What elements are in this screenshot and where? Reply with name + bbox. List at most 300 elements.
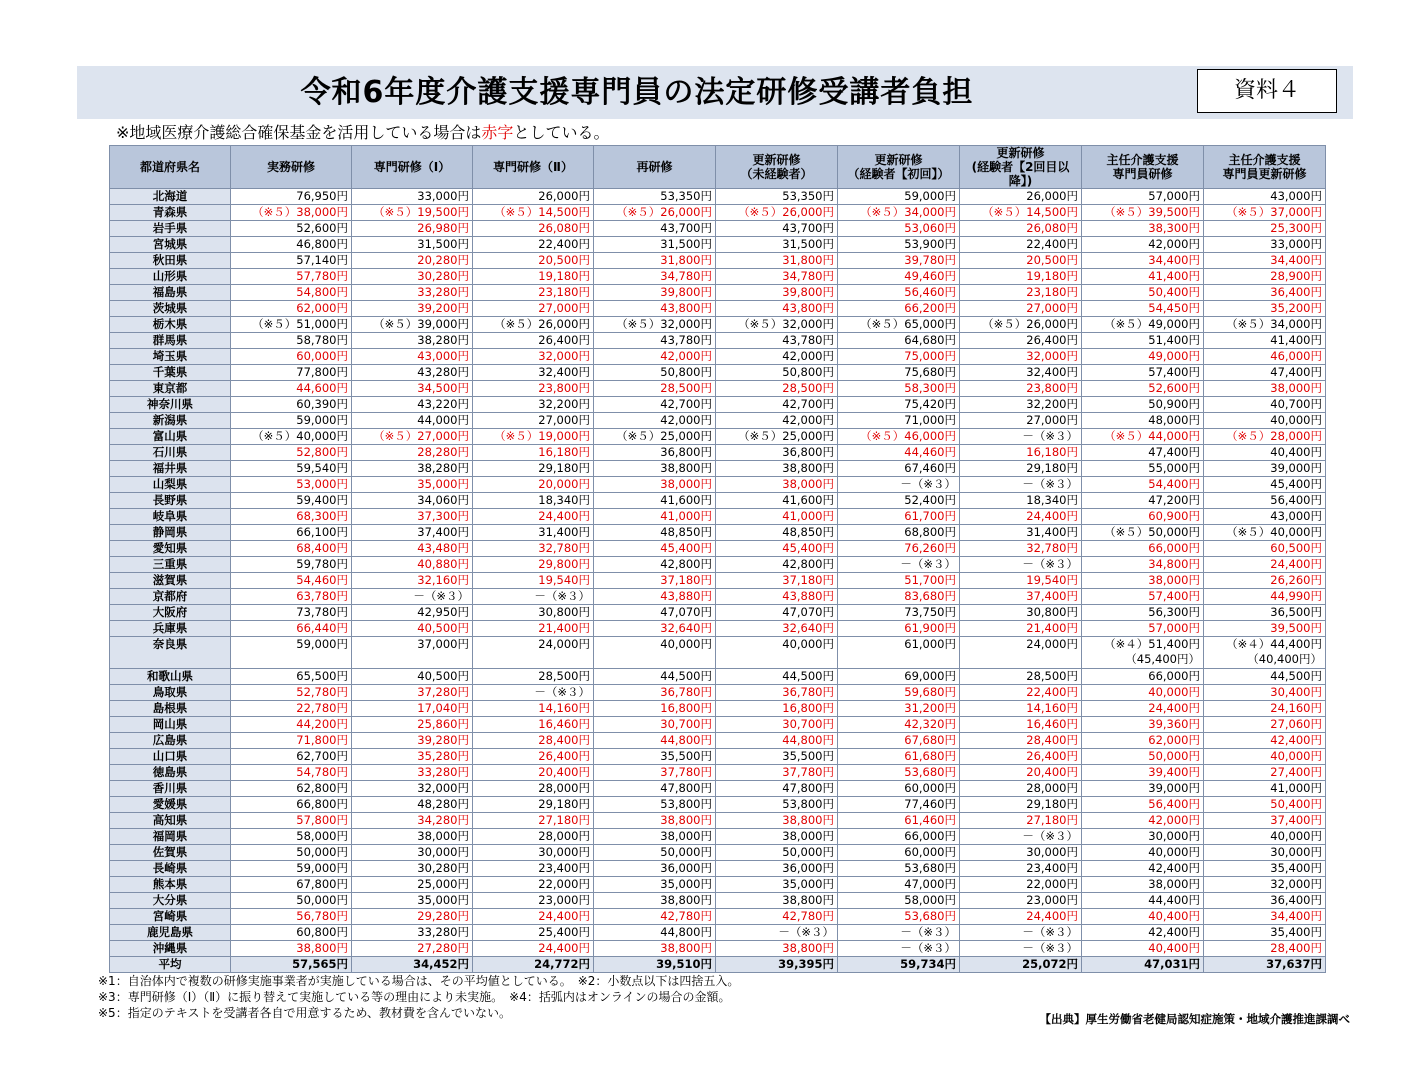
fee-cell: （※５）44,000円	[1082, 429, 1204, 445]
fee-cell: 56,400円	[1082, 797, 1204, 813]
average-cell: 24,772円	[473, 957, 594, 973]
fee-cell: 39,000円	[1204, 461, 1326, 477]
fee-cell: 31,500円	[352, 237, 473, 253]
fee-cell: 67,680円	[838, 733, 960, 749]
average-row	[110, 957, 1326, 973]
fee-cell: 58,780円	[231, 333, 352, 349]
fee-cell: 60,800円	[231, 925, 352, 941]
fee-cell: 28,000円	[473, 781, 594, 797]
fee-cell: 28,500円	[594, 381, 716, 397]
fee-cell: 25,000円	[352, 877, 473, 893]
training-fee-table	[109, 145, 1326, 973]
prefecture-name: 奈良県	[110, 637, 231, 669]
table-row	[110, 413, 1326, 429]
fee-cell: 40,000円	[1204, 829, 1326, 845]
fee-cell: 37,400円	[1204, 813, 1326, 829]
fee-cell: 41,000円	[716, 509, 838, 525]
fee-cell: 53,000円	[231, 477, 352, 493]
fee-cell: 68,300円	[231, 509, 352, 525]
table-row	[110, 509, 1326, 525]
fee-cell: 43,700円	[716, 221, 838, 237]
fee-cell: （※５）51,000円	[231, 317, 352, 333]
fee-cell: －（※３）	[352, 589, 473, 605]
fee-cell: 40,500円	[352, 621, 473, 637]
fee-cell: 41,400円	[1204, 333, 1326, 349]
fee-cell	[1082, 637, 1204, 669]
fee-cell: 24,400円	[1204, 557, 1326, 573]
fee-cell: 30,400円	[1204, 685, 1326, 701]
average-cell: 39,510円	[594, 957, 716, 973]
fee-cell: 24,160円	[1204, 701, 1326, 717]
fee-cell: －（※３）	[473, 589, 594, 605]
fee-cell: 57,800円	[231, 813, 352, 829]
fee-cell: 40,500円	[352, 669, 473, 685]
fee-cell: 51,400円	[1082, 333, 1204, 349]
fee-cell: （※５）26,000円	[594, 205, 716, 221]
column-header: 更新研修 （経験者【初回】）	[838, 146, 960, 189]
prefecture-name: 茨城県	[110, 301, 231, 317]
fee-cell: －（※３）	[960, 477, 1082, 493]
fee-cell: 66,800円	[231, 797, 352, 813]
fee-cell: 75,420円	[838, 397, 960, 413]
table-row	[110, 317, 1326, 333]
fee-cell: （※５）26,000円	[716, 205, 838, 221]
fee-cell: 53,800円	[716, 797, 838, 813]
fee-cell: 33,280円	[352, 285, 473, 301]
fee-cell: 40,000円	[1082, 845, 1204, 861]
fee-cell: 43,220円	[352, 397, 473, 413]
fee-cell: 27,180円	[960, 813, 1082, 829]
prefecture-name: 鳥取県	[110, 685, 231, 701]
fee-cell: 37,400円	[960, 589, 1082, 605]
fee-cell: 44,500円	[1204, 669, 1326, 685]
average-cell: 34,452円	[352, 957, 473, 973]
fee-cell: 20,500円	[960, 253, 1082, 269]
prefecture-name: 山形県	[110, 269, 231, 285]
fee-cell: 39,280円	[352, 733, 473, 749]
fee-cell: 47,070円	[594, 605, 716, 621]
document-number-badge: 資料４	[1197, 69, 1337, 113]
fee-cell: 39,800円	[594, 285, 716, 301]
fee-cell: 47,000円	[838, 877, 960, 893]
table-row	[110, 701, 1326, 717]
fee-cell: 75,680円	[838, 365, 960, 381]
fee-cell: 34,280円	[352, 813, 473, 829]
footnote-2: ※3：専門研修（Ⅰ）（Ⅱ）に振り替えて実施している等の理由により未実施。 ※4：括弧内はオンラインの場合の金額。	[98, 990, 731, 1004]
fee-cell: －（※３）	[838, 925, 960, 941]
table-row	[110, 685, 1326, 701]
prefecture-name: 長崎県	[110, 861, 231, 877]
fee-cell: 73,780円	[231, 605, 352, 621]
fee-cell: 48,280円	[352, 797, 473, 813]
fee-cell: 32,000円	[352, 781, 473, 797]
fee-cell: 32,000円	[1204, 877, 1326, 893]
fee-cell: 43,880円	[716, 589, 838, 605]
fee-cell: 27,400円	[1204, 765, 1326, 781]
fee-cell: 37,400円	[352, 525, 473, 541]
page-title: 令和6年度介護支援専門員の法定研修受講者負担	[300, 75, 974, 110]
fee-cell: －（※３）	[838, 557, 960, 573]
fee-cell: 38,000円	[352, 829, 473, 845]
fee-cell: 30,000円	[352, 845, 473, 861]
fee-cell: 38,800円	[594, 461, 716, 477]
fee-cell: 43,780円	[594, 333, 716, 349]
fee-cell: 59,000円	[231, 413, 352, 429]
fee-cell: 31,800円	[716, 253, 838, 269]
fee-cell: 21,400円	[960, 621, 1082, 637]
fee-cell: （※５）26,000円	[473, 317, 594, 333]
prefecture-name: 宮城県	[110, 237, 231, 253]
fee-cell: 34,400円	[1204, 253, 1326, 269]
prefecture-name: 栃木県	[110, 317, 231, 333]
table-row	[110, 717, 1326, 733]
fee-cell: 35,000円	[352, 893, 473, 909]
table-row	[110, 269, 1326, 285]
fee-cell: 40,000円	[1082, 685, 1204, 701]
table-row	[110, 397, 1326, 413]
prefecture-name: 京都府	[110, 589, 231, 605]
fee-cell: －（※３）	[960, 829, 1082, 845]
fee-cell: 76,260円	[838, 541, 960, 557]
table-row	[110, 637, 1326, 669]
fee-cell: 27,180円	[473, 813, 594, 829]
fee-cell: 77,800円	[231, 365, 352, 381]
fee-cell: 42,000円	[716, 413, 838, 429]
fee-cell: 43,800円	[594, 301, 716, 317]
fee-cell: 25,400円	[473, 925, 594, 941]
fee-cell: 37,300円	[352, 509, 473, 525]
fee-cell: 44,600円	[231, 381, 352, 397]
fee-cell: 62,700円	[231, 749, 352, 765]
fee-cell: 16,180円	[473, 445, 594, 461]
fee-cell: 54,780円	[231, 765, 352, 781]
prefecture-name: 大分県	[110, 893, 231, 909]
fee-cell: 32,640円	[594, 621, 716, 637]
table-row	[110, 461, 1326, 477]
fee-cell: 26,400円	[960, 749, 1082, 765]
fee-cell: 36,400円	[1204, 893, 1326, 909]
prefecture-name: 北海道	[110, 189, 231, 205]
table-row	[110, 781, 1326, 797]
table-row	[110, 381, 1326, 397]
table-row	[110, 909, 1326, 925]
fee-cell: 38,000円	[594, 477, 716, 493]
fee-cell: 45,400円	[716, 541, 838, 557]
fee-cell: 36,800円	[594, 445, 716, 461]
fee-cell: 38,800円	[231, 941, 352, 957]
fee-cell: （※５）32,000円	[716, 317, 838, 333]
fee-cell: 28,000円	[960, 781, 1082, 797]
fee-cell: 24,400円	[960, 909, 1082, 925]
prefecture-name: 静岡県	[110, 525, 231, 541]
fee-cell: 34,400円	[1204, 909, 1326, 925]
fee-cell: 39,780円	[838, 253, 960, 269]
prefecture-name: 鹿児島県	[110, 925, 231, 941]
fee-cell: （※５）46,000円	[838, 429, 960, 445]
fee-cell: 29,280円	[352, 909, 473, 925]
fee-cell: 52,600円	[1082, 381, 1204, 397]
fee-cell: 77,460円	[838, 797, 960, 813]
table-row	[110, 349, 1326, 365]
fee-cell: （※５）37,000円	[1204, 205, 1326, 221]
fee-cell: 32,200円	[960, 397, 1082, 413]
fee-cell: 32,160円	[352, 573, 473, 589]
fee-cell: 52,600円	[231, 221, 352, 237]
fee-cell: 60,390円	[231, 397, 352, 413]
fee-cell: 53,680円	[838, 909, 960, 925]
table-row	[110, 733, 1326, 749]
fee-cell: 14,160円	[473, 701, 594, 717]
column-header: 更新研修 （未経験者）	[716, 146, 838, 189]
fee-cell: 30,000円	[473, 845, 594, 861]
fee-cell: 30,800円	[960, 605, 1082, 621]
fee-cell: （※５）34,000円	[1204, 317, 1326, 333]
fee-cell: 56,400円	[1204, 493, 1326, 509]
average-cell: 25,072円	[960, 957, 1082, 973]
fee-cell: 51,700円	[838, 573, 960, 589]
table-row	[110, 365, 1326, 381]
fee-cell: 38,800円	[716, 461, 838, 477]
prefecture-name: 愛知県	[110, 541, 231, 557]
fee-cell: 24,400円	[1082, 701, 1204, 717]
fee-cell: 60,000円	[838, 781, 960, 797]
average-cell: 57,565円	[231, 957, 352, 973]
fee-cell: 46,800円	[231, 237, 352, 253]
table-row	[110, 253, 1326, 269]
fee-cell: 31,500円	[716, 237, 838, 253]
fee-cell: 35,000円	[352, 477, 473, 493]
fee-cell: 46,000円	[1204, 349, 1326, 365]
fee-cell: 40,400円	[1082, 909, 1204, 925]
fee-cell: 48,850円	[716, 525, 838, 541]
fee-cell: 50,900円	[1082, 397, 1204, 413]
fee-cell: 48,850円	[594, 525, 716, 541]
fee-cell: 39,360円	[1082, 717, 1204, 733]
fee-cell: （※５）39,500円	[1082, 205, 1204, 221]
fee-cell: 59,000円	[838, 189, 960, 205]
fee-cell: 54,400円	[1082, 477, 1204, 493]
fee-cell: 83,680円	[838, 589, 960, 605]
fee-cell: 43,280円	[352, 365, 473, 381]
fee-cell: 24,400円	[960, 509, 1082, 525]
fee-cell: 31,400円	[473, 525, 594, 541]
fee-cell: 32,000円	[960, 349, 1082, 365]
prefecture-name: 香川県	[110, 781, 231, 797]
prefecture-name: 熊本県	[110, 877, 231, 893]
fee-cell: 75,000円	[838, 349, 960, 365]
fee-cell: 40,880円	[352, 557, 473, 573]
table-row	[110, 749, 1326, 765]
column-header: 主任介護支援 専門員更新研修	[1204, 146, 1326, 189]
fee-cell: －（※３）	[960, 557, 1082, 573]
prefecture-name: 新潟県	[110, 413, 231, 429]
fee-cell: 34,780円	[594, 269, 716, 285]
fee-cell: 38,280円	[352, 333, 473, 349]
fee-cell: 28,900円	[1204, 269, 1326, 285]
fee-cell: 23,400円	[960, 861, 1082, 877]
fee-cell: 32,780円	[473, 541, 594, 557]
prefecture-name: 高知県	[110, 813, 231, 829]
fee-cell: 26,400円	[473, 749, 594, 765]
fee-cell: 66,000円	[1082, 669, 1204, 685]
fee-cell: 38,800円	[594, 893, 716, 909]
prefecture-name: 岡山県	[110, 717, 231, 733]
fee-cell: 38,000円	[1204, 381, 1326, 397]
footnote-1: ※1：自治体内で複数の研修実施事業者が実施している場合は、その平均値としている。 ※2：小数点以下は四捨五入。	[98, 974, 740, 988]
prefecture-name: 福岡県	[110, 829, 231, 845]
fee-cell: 38,800円	[716, 941, 838, 957]
fee-cell: 25,860円	[352, 717, 473, 733]
fee-cell: （※５）40,000円	[1204, 525, 1326, 541]
prefecture-name: 徳島県	[110, 765, 231, 781]
table-row	[110, 285, 1326, 301]
fee-cell: 50,000円	[231, 893, 352, 909]
fee-cell: 23,000円	[473, 893, 594, 909]
fee-cell: 26,000円	[960, 189, 1082, 205]
fee-cell: 32,400円	[473, 365, 594, 381]
fee-cell: 47,800円	[594, 781, 716, 797]
fee-cell: 57,400円	[1082, 365, 1204, 381]
fee-cell: 43,000円	[1204, 189, 1326, 205]
fee-cell: 28,500円	[960, 669, 1082, 685]
fee-cell: 32,400円	[960, 365, 1082, 381]
fee-cell: 38,800円	[716, 893, 838, 909]
fee-cell: （※５）14,500円	[473, 205, 594, 221]
fee-cell: 38,800円	[594, 941, 716, 957]
prefecture-name: 岩手県	[110, 221, 231, 237]
fee-cell: 42,000円	[594, 413, 716, 429]
fee-cell: 28,400円	[960, 733, 1082, 749]
fee-cell: 37,180円	[594, 573, 716, 589]
fee-cell: 29,180円	[960, 461, 1082, 477]
fee-cell: 50,800円	[594, 365, 716, 381]
fee-cell: 17,040円	[352, 701, 473, 717]
fee-cell: 36,000円	[594, 861, 716, 877]
fee-cell: 16,460円	[960, 717, 1082, 733]
fee-cell: 53,350円	[716, 189, 838, 205]
table-row	[110, 941, 1326, 957]
fee-cell: 43,780円	[716, 333, 838, 349]
fee-cell: 40,000円	[716, 637, 838, 669]
fee-cell: （※５）25,000円	[594, 429, 716, 445]
fee-cell: 23,180円	[960, 285, 1082, 301]
column-header: 実務研修	[231, 146, 352, 189]
fee-cell: 47,400円	[1082, 445, 1204, 461]
fee-cell: 41,000円	[1204, 781, 1326, 797]
fee-cell: 60,000円	[838, 845, 960, 861]
fee-cell: 45,400円	[1204, 477, 1326, 493]
fee-cell: 19,540円	[473, 573, 594, 589]
prefecture-name: 青森県	[110, 205, 231, 221]
fee-cell	[1204, 637, 1326, 669]
fee-cell: 39,400円	[1082, 765, 1204, 781]
table-row	[110, 573, 1326, 589]
fee-cell: －（※３）	[838, 941, 960, 957]
fee-cell: 22,000円	[960, 877, 1082, 893]
fee-cell: 41,600円	[716, 493, 838, 509]
fee-cell: 28,400円	[473, 733, 594, 749]
fee-cell: 55,000円	[1082, 461, 1204, 477]
fee-cell: 27,000円	[960, 301, 1082, 317]
fee-cell: 27,000円	[473, 413, 594, 429]
fee-cell: 71,800円	[231, 733, 352, 749]
fee-cell: 26,980円	[352, 221, 473, 237]
fee-cell: 27,000円	[960, 413, 1082, 429]
fee-cell: 59,400円	[231, 493, 352, 509]
fee-cell: 35,000円	[594, 877, 716, 893]
fee-cell: 39,000円	[1082, 781, 1204, 797]
fee-cell: 30,700円	[716, 717, 838, 733]
fee-cell: 66,000円	[838, 829, 960, 845]
fee-cell: 50,800円	[716, 365, 838, 381]
fee-cell: 76,950円	[231, 189, 352, 205]
prefecture-name: 山口県	[110, 749, 231, 765]
table-row	[110, 669, 1326, 685]
fee-cell: 20,500円	[473, 253, 594, 269]
prefecture-name: 和歌山県	[110, 669, 231, 685]
fee-cell: 59,780円	[231, 557, 352, 573]
prefecture-name: 佐賀県	[110, 845, 231, 861]
fee-cell: 24,000円	[960, 637, 1082, 669]
fee-cell: 53,060円	[838, 221, 960, 237]
fee-cell: 30,000円	[960, 845, 1082, 861]
average-cell: 37,637円	[1204, 957, 1326, 973]
fee-cell: 50,000円	[231, 845, 352, 861]
table-row	[110, 893, 1326, 909]
column-header: 専門研修（Ⅰ）	[352, 146, 473, 189]
prefecture-name: 兵庫県	[110, 621, 231, 637]
fee-cell: 59,680円	[838, 685, 960, 701]
fee-cell: 28,000円	[473, 829, 594, 845]
fee-cell: 30,000円	[1082, 829, 1204, 845]
table-row	[110, 557, 1326, 573]
fee-cell: 38,000円	[716, 477, 838, 493]
fee-cell: （※５）25,000円	[716, 429, 838, 445]
fee-cell: 29,180円	[960, 797, 1082, 813]
fee-cell: 59,000円	[231, 861, 352, 877]
table-row	[110, 205, 1326, 221]
fee-cell: （※５）26,000円	[960, 317, 1082, 333]
fee-cell: （※５）19,500円	[352, 205, 473, 221]
fee-cell: 38,280円	[352, 461, 473, 477]
fee-cell: 36,780円	[594, 685, 716, 701]
fee-cell: 30,280円	[352, 269, 473, 285]
fee-cell: 56,780円	[231, 909, 352, 925]
fee-cell: 36,000円	[716, 861, 838, 877]
column-header: 更新研修 (経験者【2回目以降】)	[960, 146, 1082, 189]
fee-cell: （※５）14,500円	[960, 205, 1082, 221]
table-row	[110, 797, 1326, 813]
fee-cell: 26,080円	[960, 221, 1082, 237]
prefecture-name: 山梨県	[110, 477, 231, 493]
footnote-3: ※5：指定のテキストを受講者各自で用意するため、教材費を含んでいない。	[98, 1006, 511, 1020]
fee-cell: 14,160円	[960, 701, 1082, 717]
prefecture-name: 富山県	[110, 429, 231, 445]
fee-cell: 23,800円	[473, 381, 594, 397]
fee-cell: 41,600円	[594, 493, 716, 509]
table-row	[110, 813, 1326, 829]
fee-cell: 42,000円	[1082, 813, 1204, 829]
fee-cell: 43,880円	[594, 589, 716, 605]
average-cell: 59,734円	[838, 957, 960, 973]
prefecture-name: 広島県	[110, 733, 231, 749]
fee-cell: 38,800円	[594, 813, 716, 829]
fee-cell: 16,800円	[594, 701, 716, 717]
prefecture-name: 埼玉県	[110, 349, 231, 365]
table-row	[110, 221, 1326, 237]
fee-cell: （※５）38,000円	[231, 205, 352, 221]
fee-cell: 26,080円	[473, 221, 594, 237]
